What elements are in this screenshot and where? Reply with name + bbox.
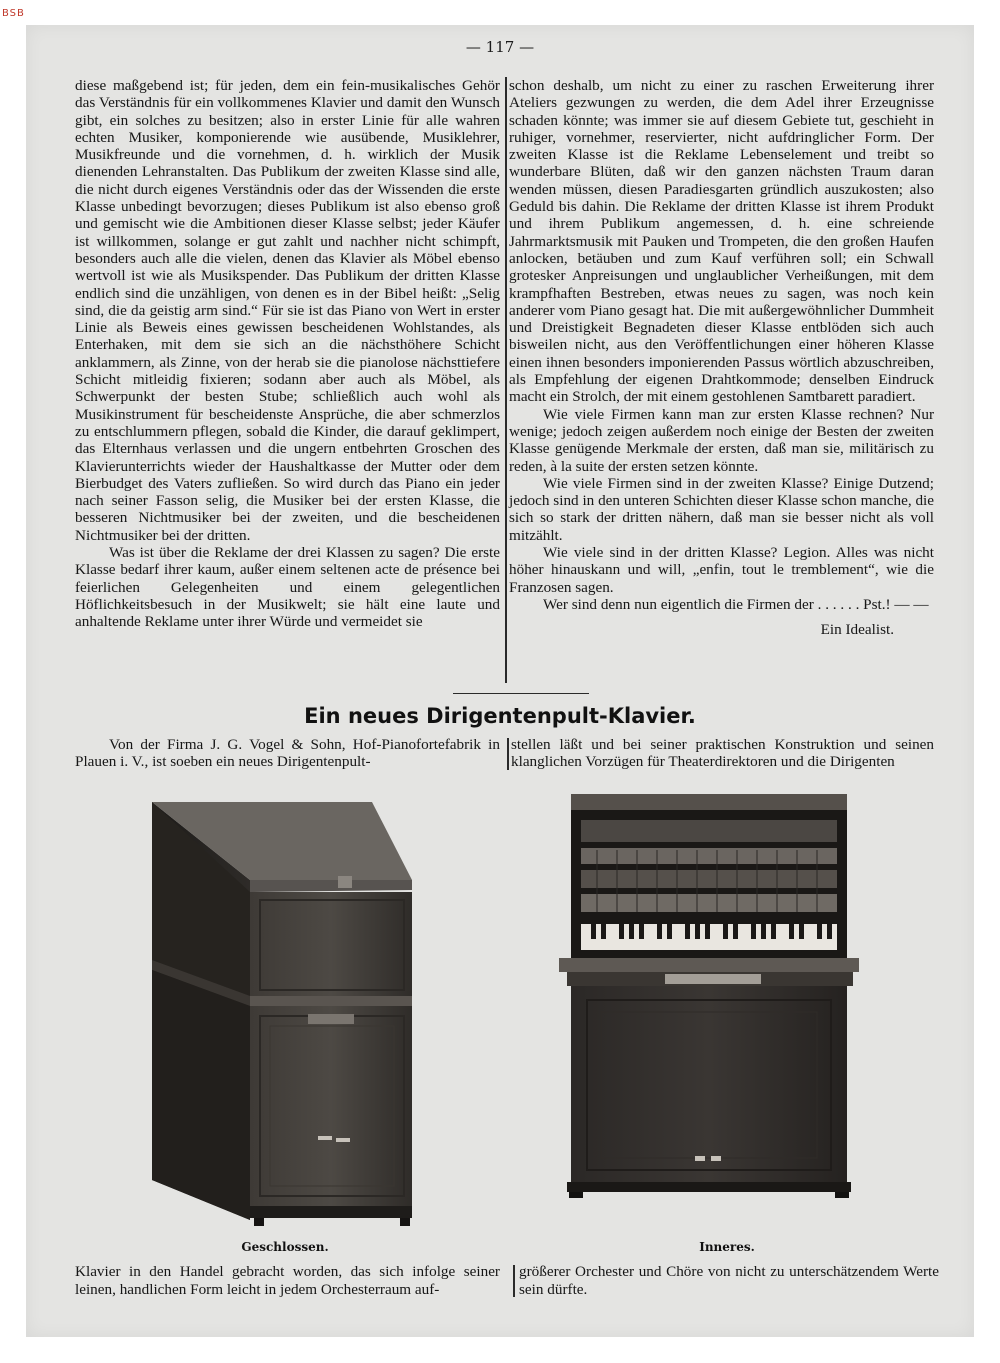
paragraph: schon deshalb, um nicht zu einer zu raschen Erweiterung ihrer Ateliers gezwungen zu werden, die dem Adel ihrer Erzeugnisse schaden könnte; was immer sie auf diesem Gebiete tut, geschieht in ruhiger, vornehmer, reservierter, nicht aufdringlicher Form. Der zweiten Klasse ist die Reklame Lebenselement und treibt so wunderbare Blüten, daß wir den ganzen nächsten Traum daran wenden müssen, diesen Paradiesgarten gründlich auszukosten; also Geduld bis dahin. Die Reklame der dritten Klasse ist ihrem Produkt und ihrem Publikum angemessen, d. h. eine schreiende Jahrmarktsmusik mit Pauken und Trompeten, die den großen Haufen anlocken, betäuben und zum Kauf verführen soll; ein Schwall grotesker Anpreisungen und unglaublicher Verheißungen, mit dem krampfhaften Bestreben, etwas neues zu sagen, was noch kein anderer vom Piano gesagt hat. Die mit außergewöhnlicher Dummheit und Dreistigkeit Begnadeten dieser Klasse entblöden sich auch bisweilen nicht, aus den Veröffentlichungen einer höheren Klasse einen ihnen besonders imponierenden Passus wörtlich abzuschreiben, als Empfehlung der eigenen Drahtkommode; denselben Eindruck macht ein Strolch, der mit einem gestohlenen Samtbarett paradiert. bbox=[509, 77, 934, 406]
article-title: Ein neues Dirigentenpult-Klavier. bbox=[304, 704, 696, 728]
article-continuation-left: Klavier in den Handel gebracht worden, das sich infolge seiner leinen, handlichen Form leicht in jedem Orchesterraum auf- bbox=[75, 1263, 500, 1298]
library-watermark: BSB bbox=[2, 8, 25, 19]
paragraph: diese maßgebend ist; für jeden, dem ein fein-musikalisches Gehör das Verständnis für ein vollkommenes Klavier und damit den Wunsch gibt, ein solches zu besitzen; also in erster Linie für alle wahren echten Musiker, komponierende wie ausübende, Musiklehrer, Musikfreunde und die vornehmen, d. h. wirklich der Musik dienenden Lehranstalten. Das Publikum der zweiten Klasse sind alle, die nicht durch eigenes Verständnis oder das der Wissenden die erste Klasse unbedingt bevorzugen; dieses Publikum ist also ebenso groß und gemischt wie die Ambitionen dieser Klasse selbst; jeder Käufer ist willkommen, solange er gut zahlt und nachher nicht schimpft, besonders auch alle die vielen, denen das Klavier als Möbel ebenso wertvoll ist wie als Musikspender. Das Publikum der dritten Klasse endlich sind die unzähligen, von denen es in der Bibel heißt: „Selig sind, die da geistig arm sind.“ Für sie ist das Piano von Wert in erster Linie als Beweis eines gewissen bescheidenen Wohlstandes, als Enterhaken, mit dem sie sich an die nächsthöhere Schicht anklammern, als Zinne, von der herab sie die pianolose nächsttiefere Schicht mitleidig fixieren; sodann aber auch als Möbel, als Schwerpunkt der besten Stube; schließlich auch wohl als Musikinstrument für bescheidenste Ansprüche, die aber schmerzlos zu entschlummern pflegen, sobald die Kinder, die darauf geklimpert, das Elternhaus verlassen und die ungern entbehrten Groschen des Klavierunterrichts wieder der Haushaltkasse der Mutter oder dem Bierbudget des Vaters zufließen. So wird durch das Piano ein jeder nach seiner Fasson selig, die Musiker bei der ersten Klasse, die besseren Nichtmusiker bei der zweiten, und die bescheidenen Nichtmusiker bei der dritten. bbox=[75, 77, 500, 544]
column-divider bbox=[513, 1265, 515, 1297]
column-divider bbox=[507, 738, 509, 770]
pedal bbox=[336, 1138, 350, 1142]
pedal bbox=[711, 1156, 721, 1161]
piano-interior-photo bbox=[557, 790, 862, 1200]
article-continuation-right: größerer Orchester und Chöre von nicht zu unterschätzendem Werte sein dürfte. bbox=[519, 1263, 939, 1298]
lock-plate bbox=[338, 876, 352, 888]
paragraph: Wie viele Firmen sind in der zweiten Klasse? Einige Dutzend; jedoch sind in den unteren Schichten dieser Klasse schon manche, die sich so stark der dritten nähern, daß man sie besser nicht als voll mitzählt. bbox=[509, 474, 934, 544]
closed-piano-photo bbox=[150, 800, 430, 1230]
author-signature: Ein Idealist. bbox=[820, 621, 894, 639]
figure-caption-left: Geschlossen. bbox=[241, 1240, 329, 1254]
paragraph: Wie viele Firmen kann man zur ersten Klasse rechnen? Nur wenige; jedoch zeigen außerdem noch einige der Besten der zweiten Klasse genügende Merkmale der ersten, daß man sie, militärisch zu reden, à la suite der ersten setzen könnte. bbox=[509, 405, 934, 475]
paragraph: Wer sind denn nun eigentlich die Firmen der . . . . . . Pst.! — — bbox=[543, 595, 929, 613]
page-number: — 117 — bbox=[465, 38, 535, 56]
column-divider bbox=[505, 77, 507, 683]
section-divider bbox=[453, 693, 589, 694]
pedal bbox=[695, 1156, 705, 1161]
maker-plate bbox=[308, 1014, 354, 1024]
figure-caption-right: Inneres. bbox=[699, 1240, 755, 1254]
text-column-right bbox=[509, 77, 934, 639]
paragraph: Wie viele sind in der dritten Klasse? Legion. Alles was nicht höher hinauskann und will, „enfin, tout le tremblement“, wie die Franzosen sagen. bbox=[509, 544, 934, 596]
maker-plate bbox=[665, 974, 761, 984]
article-intro-right: stellen läßt und bei seiner praktischen Konstruktion und seinen klanglichen Vorzügen für Theaterdirektoren und die Dirigenten bbox=[511, 736, 934, 771]
paragraph: Was ist über die Reklame der drei Klassen zu sagen? Die erste Klasse bedarf ihrer kaum, außer einem seltenen acte de présence bei feierlichen Gelegenheiten und einem gelegentlichen Höflichkeitsbesuch in der Musikwelt; sie hält eine laute und anhaltende Reklame unter ihrer Würde und vermeidet sie bbox=[75, 544, 500, 631]
pedal bbox=[318, 1136, 332, 1140]
text-column-left bbox=[75, 77, 500, 631]
article-intro-left: Von der Firma J. G. Vogel & Sohn, Hof-Pianofortefabrik in Plauen i. V., ist soeben ein neues Dirigentenpult- bbox=[75, 736, 500, 771]
